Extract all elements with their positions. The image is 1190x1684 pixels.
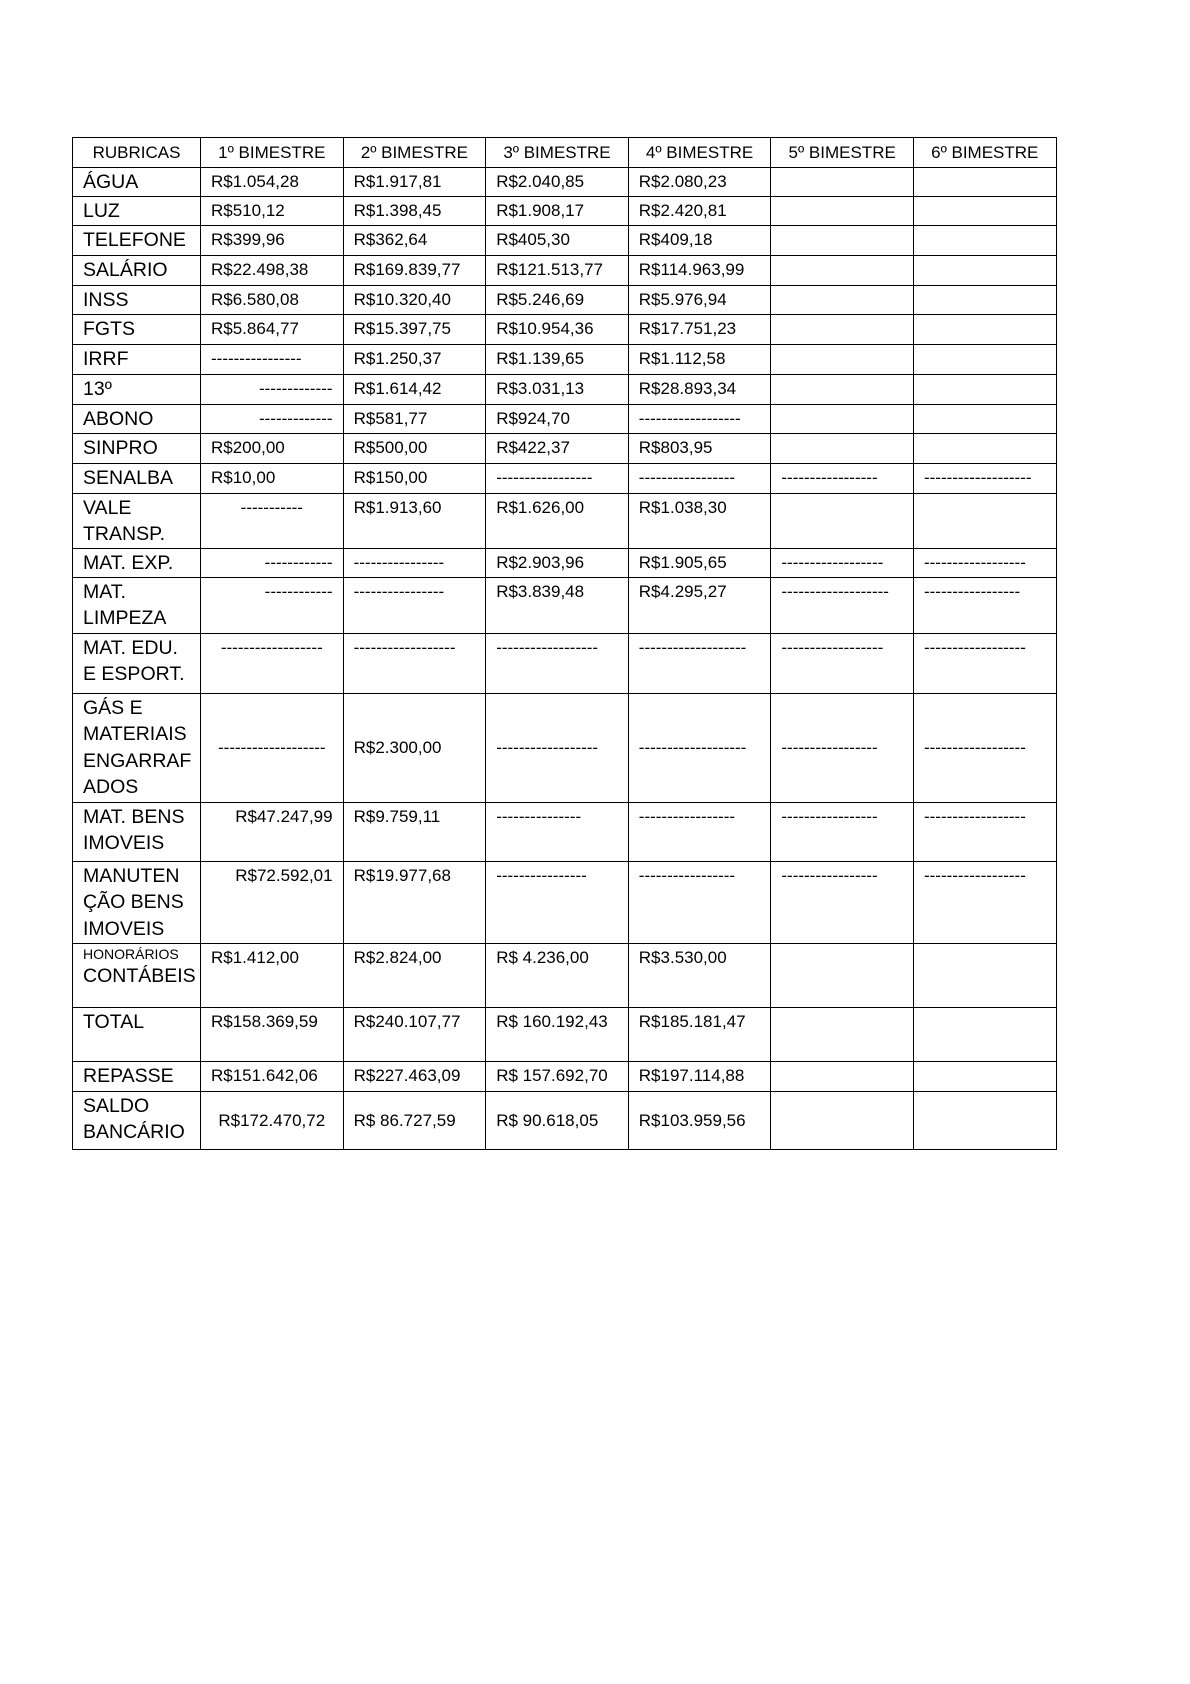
cell: R$169.839,77 [343,255,486,285]
row-label: FGTS [73,314,201,344]
table-row [73,433,1057,463]
cell: ------------------- [771,577,914,633]
row-label-line: HONORÁRIOS [83,945,179,962]
cell [913,404,1056,433]
row-label-line: BANCÁRIO [83,1121,185,1143]
cell: ------------------ [913,693,1056,802]
cell: R$47.247,99 [201,802,344,861]
table-row [73,861,1057,943]
cell: ------------- [201,374,344,404]
header-bimestre-2: 2º BIMESTRE [343,138,486,168]
cell: ------------------- [628,633,771,693]
cell: R$4.295,27 [628,577,771,633]
row-label [73,943,201,1007]
cell [913,1061,1056,1091]
cell: R$1.398,45 [343,196,486,225]
row-label [73,802,201,861]
row-label: SALÁRIO [73,255,201,285]
row-label-line: MAT. EDU. [83,636,178,659]
cell [771,943,914,1007]
cell: ------------------ [913,861,1056,943]
row-label [73,861,201,943]
cell: R$17.751,23 [628,314,771,344]
cell: R$2.420,81 [628,196,771,225]
table-row [73,168,1057,197]
row-label-line: MATERIAIS [83,723,187,745]
cell: ------------------ [486,693,629,802]
cell: R$5.864,77 [201,314,344,344]
cell: ------------------ [913,802,1056,861]
cell: R$1.139,65 [486,344,629,374]
cell: R$6.580,08 [201,285,344,314]
cell: ----------- [201,493,344,548]
cell: R$158.369,59 [201,1007,344,1061]
cell: R$15.397,75 [343,314,486,344]
cell [771,1007,914,1061]
cell [913,225,1056,255]
cell: R$10.320,40 [343,285,486,314]
cell: R$150,00 [343,463,486,493]
header-rubricas: RUBRICAS [73,138,201,168]
cell: R$172.470,72 [201,1091,344,1149]
row-label-line: ADOS [83,776,139,798]
cell [913,943,1056,1007]
cell: R$114.963,99 [628,255,771,285]
table-row [73,633,1057,693]
cell: R$3.031,13 [486,374,629,404]
cell: R$422,37 [486,433,629,463]
table-row [73,943,1057,1007]
cell: R$1.250,37 [343,344,486,374]
cell: ------------------- [628,693,771,802]
cell: ------------------ [201,633,344,693]
cell: R$19.977,68 [343,861,486,943]
table-row [73,1061,1057,1091]
table-row [73,463,1057,493]
cell: ----------------- [486,463,629,493]
cell: R$200,00 [201,433,344,463]
row-label: INSS [73,285,201,314]
header-bimestre-3: 3º BIMESTRE [486,138,629,168]
cell: R$22.498,38 [201,255,344,285]
row-label: ABONO [73,404,201,433]
cell: R$151.642,06 [201,1061,344,1091]
cell: R$1.913,60 [343,493,486,548]
row-label [73,577,201,633]
cell: ------------ [201,577,344,633]
cell: R$5.246,69 [486,285,629,314]
cell: R$9.759,11 [343,802,486,861]
row-label [73,693,201,802]
cell: R$ 86.727,59 [343,1091,486,1149]
row-label [73,493,201,548]
row-label-line: MAT. BENS [83,805,185,828]
table-row [73,344,1057,374]
table-row [73,577,1057,633]
row-label: SENALBA [73,463,201,493]
row-label: LUZ [73,196,201,225]
cell: R$1.038,30 [628,493,771,548]
cell: --------------- [486,802,629,861]
cell: ------------------- [913,463,1056,493]
row-label: REPASSE [73,1061,201,1091]
header-row [73,138,1057,168]
cell: ----------------- [771,861,914,943]
row-label [73,633,201,693]
table-row [73,255,1057,285]
cell: R$1.412,00 [201,943,344,1007]
row-label-line: VALE [83,496,132,519]
header-bimestre-4: 4º BIMESTRE [628,138,771,168]
cell: R$2.080,23 [628,168,771,197]
budget-table [72,137,1057,1150]
cell [771,1091,914,1149]
cell: ---------------- [486,861,629,943]
cell: R$197.114,88 [628,1061,771,1091]
cell: R$ 4.236,00 [486,943,629,1007]
cell: R$1.908,17 [486,196,629,225]
cell: ---------------- [201,344,344,374]
cell: R$405,30 [486,225,629,255]
table-row [73,374,1057,404]
row-label-line: SALDO [83,1094,150,1117]
table-row [73,225,1057,255]
cell [771,225,914,255]
table-row [73,314,1057,344]
cell: R$3.530,00 [628,943,771,1007]
cell: R$500,00 [343,433,486,463]
cell: ---------------- [343,548,486,577]
cell [913,1007,1056,1061]
cell: ----------------- [628,861,771,943]
cell: ------------- [201,404,344,433]
cell: ------------------ [343,633,486,693]
cell [913,1091,1056,1149]
cell [913,433,1056,463]
cell: R$72.592,01 [201,861,344,943]
cell: ------------ [201,548,344,577]
table-row [73,404,1057,433]
table-row [73,1007,1057,1061]
row-label-line: CONTÁBEIS [83,964,196,987]
cell: R$803,95 [628,433,771,463]
cell: R$10.954,36 [486,314,629,344]
cell: R$121.513,77 [486,255,629,285]
cell: R$399,96 [201,225,344,255]
row-label-line: ÇÃO BENS [83,891,184,913]
cell: R$581,77 [343,404,486,433]
cell: ---------------- [343,577,486,633]
row-label-line: GÁS E [83,696,143,719]
table-row [73,693,1057,802]
cell [771,493,914,548]
cell: R$1.626,00 [486,493,629,548]
cell [913,314,1056,344]
row-label-line: MANUTEN [83,864,180,887]
cell: ----------------- [771,463,914,493]
row-label: IRRF [73,344,201,374]
cell: ------------------- [201,693,344,802]
cell: ------------------ [913,548,1056,577]
row-label-line: IMOVEIS [83,917,165,940]
cell [913,255,1056,285]
table-row [73,1091,1057,1149]
cell: ----------------- [913,577,1056,633]
table-row [73,196,1057,225]
cell: ----------------- [628,802,771,861]
cell: R$103.959,56 [628,1091,771,1149]
cell: ------------------ [628,404,771,433]
cell: ----------------- [771,693,914,802]
row-label-line: TRANSP. [83,523,165,545]
cell: R$924,70 [486,404,629,433]
cell: ------------------ [771,548,914,577]
cell [771,374,914,404]
cell [771,314,914,344]
cell [771,196,914,225]
cell: R$1.905,65 [628,548,771,577]
cell: R$ 160.192,43 [486,1007,629,1061]
cell: R$510,12 [201,196,344,225]
row-label: MAT. EXP. [73,548,201,577]
cell: R$2.300,00 [343,693,486,802]
cell: R$28.893,34 [628,374,771,404]
cell [913,344,1056,374]
row-label-line: ENGARRAF [83,749,192,772]
cell: R$240.107,77 [343,1007,486,1061]
cell: R$185.181,47 [628,1007,771,1061]
row-label: TOTAL [73,1007,201,1061]
header-bimestre-5: 5º BIMESTRE [771,138,914,168]
cell: R$2.903,96 [486,548,629,577]
row-label: TELEFONE [73,225,201,255]
row-label: ÁGUA [73,168,201,197]
table-row [73,493,1057,548]
cell: R$1.054,28 [201,168,344,197]
cell [913,374,1056,404]
cell: R$10,00 [201,463,344,493]
row-label-line: LIMPEZA [83,607,167,629]
cell: ------------------ [771,633,914,693]
table-row [73,548,1057,577]
cell: R$227.463,09 [343,1061,486,1091]
cell [771,285,914,314]
cell [771,168,914,197]
table-row [73,285,1057,314]
row-label-line: IMOVEIS [83,832,165,854]
cell [771,433,914,463]
cell [771,1061,914,1091]
cell: ----------------- [628,463,771,493]
cell [913,196,1056,225]
cell [913,168,1056,197]
cell [771,404,914,433]
cell [913,285,1056,314]
cell: R$2.824,00 [343,943,486,1007]
cell: ------------------ [486,633,629,693]
cell: ----------------- [771,802,914,861]
cell: R$1.917,81 [343,168,486,197]
header-bimestre-6: 6º BIMESTRE [913,138,1056,168]
row-label: SINPRO [73,433,201,463]
header-bimestre-1: 1º BIMESTRE [201,138,344,168]
cell: R$ 90.618,05 [486,1091,629,1149]
cell: R$362,64 [343,225,486,255]
cell [771,255,914,285]
cell: ------------------ [913,633,1056,693]
table-row [73,802,1057,861]
cell: R$2.040,85 [486,168,629,197]
cell: R$3.839,48 [486,577,629,633]
row-label-line: MAT. [83,580,126,603]
cell [913,493,1056,548]
cell [771,344,914,374]
row-label-line: E ESPORT. [83,663,185,685]
cell: R$1.614,42 [343,374,486,404]
row-label [73,1091,201,1149]
row-label: 13º [73,374,201,404]
cell: R$5.976,94 [628,285,771,314]
cell: R$409,18 [628,225,771,255]
cell: R$ 157.692,70 [486,1061,629,1091]
cell: R$1.112,58 [628,344,771,374]
